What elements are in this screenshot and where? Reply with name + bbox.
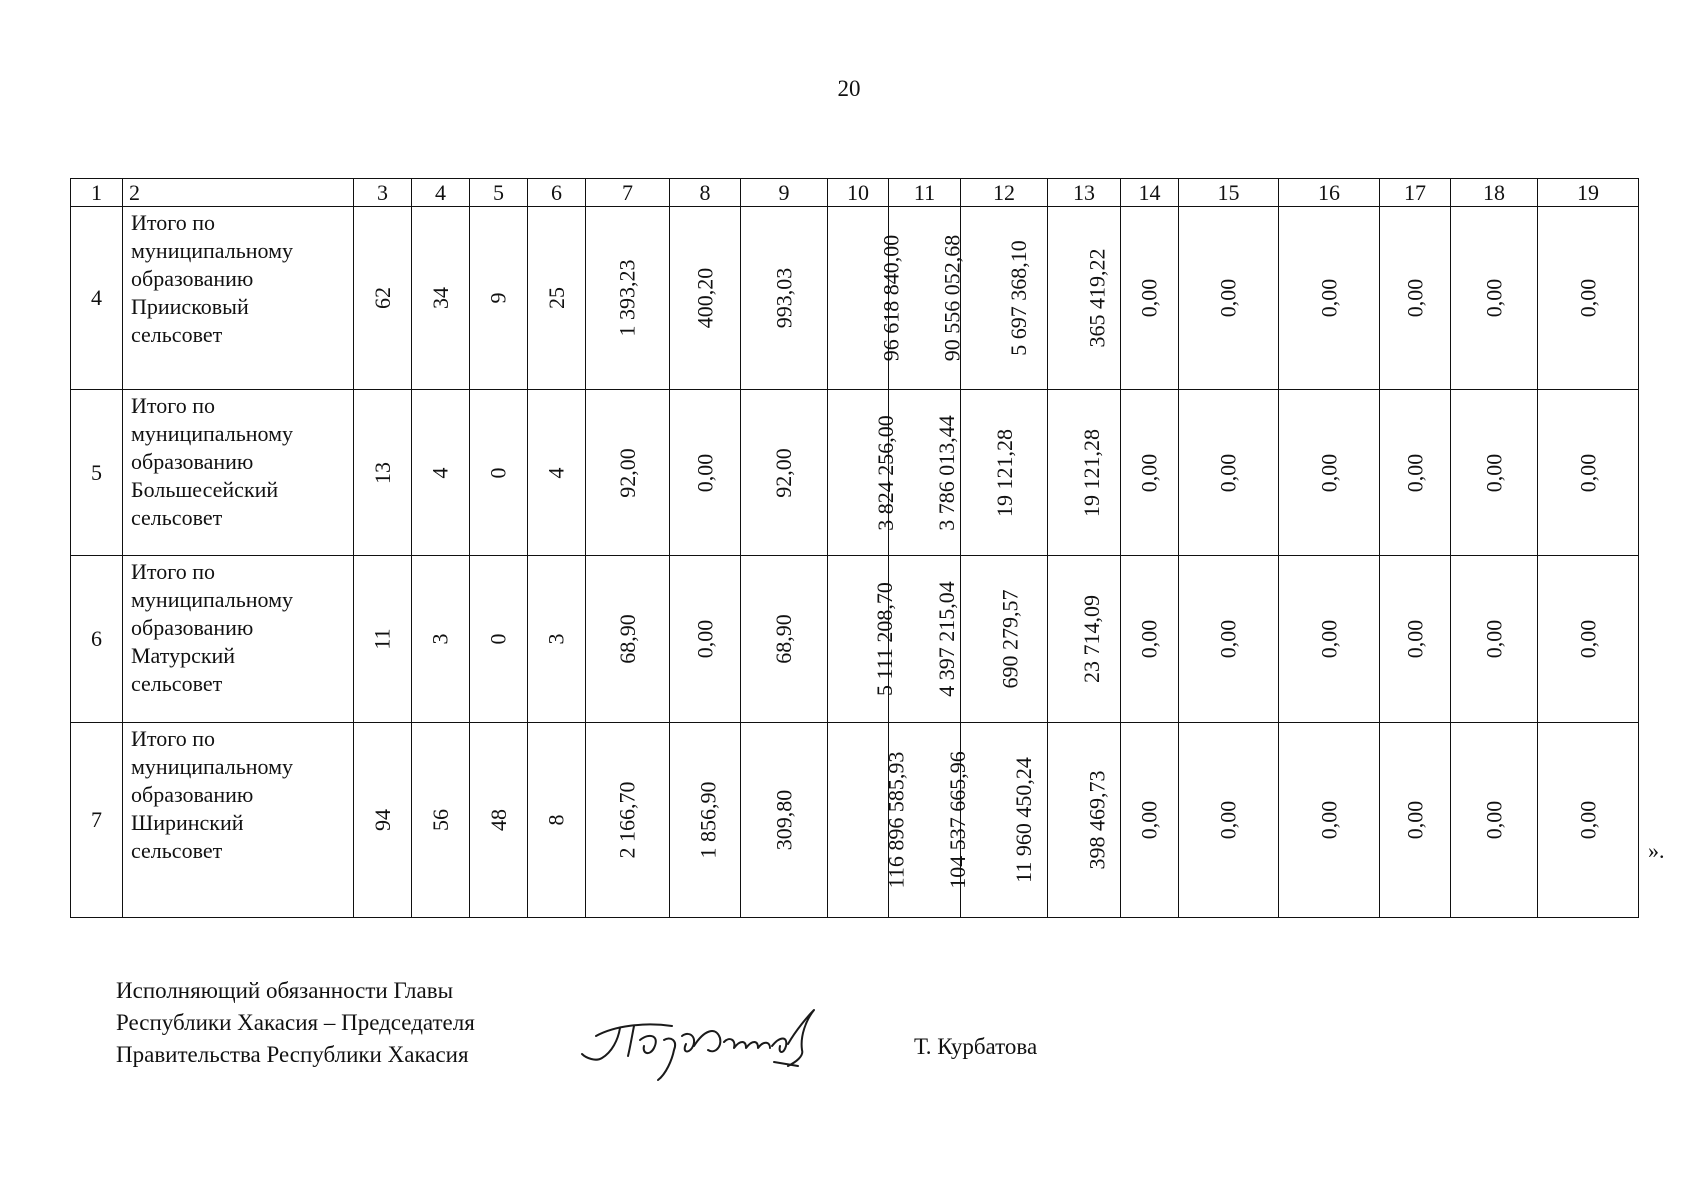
cell-value: 48 <box>485 809 511 831</box>
cell-value: 9 <box>485 292 511 304</box>
table-cell <box>828 723 909 918</box>
cell-value: 0,00 <box>1402 800 1427 840</box>
table-cell <box>889 556 961 723</box>
table-cell <box>1538 390 1639 556</box>
column-number: 10 <box>828 179 889 207</box>
cell-value: 0,00 <box>1481 453 1506 492</box>
cell-value: 0,00 <box>1575 278 1600 318</box>
table-cell <box>1048 723 1121 918</box>
table-cell <box>412 723 470 918</box>
municipality-name-line: сельсовет <box>131 671 223 696</box>
table-cell <box>354 390 412 556</box>
column-number: 19 <box>1538 179 1639 207</box>
cell-value: 1 393,23 <box>614 259 640 337</box>
cell-value: 0,00 <box>1316 619 1341 659</box>
row-number: 4 <box>71 207 123 390</box>
row-number: 6 <box>71 556 123 723</box>
table-cell <box>528 723 586 918</box>
municipality-name-line: Итого по <box>131 559 215 584</box>
table-cell <box>1179 390 1279 556</box>
signer-name: Т. Курбатова <box>914 1034 1038 1059</box>
table-cell <box>741 723 828 918</box>
table-cell <box>961 390 1048 556</box>
table-cell <box>828 556 897 723</box>
cell-value: 3 786 013,44 <box>933 414 959 531</box>
table-cell <box>1048 556 1121 723</box>
signatory-position <box>116 975 475 1071</box>
cell-value: 68,90 <box>614 614 640 664</box>
cell-value: 96 618 840,00 <box>878 234 904 362</box>
cell-value: 13 <box>369 461 395 484</box>
table-cell <box>741 556 828 723</box>
column-number: 3 <box>354 179 412 207</box>
table-cell <box>670 556 741 723</box>
cell-value: 400,20 <box>692 267 717 329</box>
table-cell <box>1179 723 1279 918</box>
column-number: 2 <box>123 179 354 207</box>
table-cell <box>1121 723 1179 918</box>
municipality-name-line: сельсовет <box>131 322 223 347</box>
table-cell <box>1048 207 1121 390</box>
cell-value: 2 166,70 <box>614 781 640 859</box>
column-number: 14 <box>1121 179 1179 207</box>
column-number-row <box>71 179 1639 207</box>
municipality-name-line: Большесейский <box>131 477 279 502</box>
cell-value: 3 <box>543 633 569 645</box>
municipality-name-line: Приисковый <box>131 294 249 319</box>
cell-value: 365 419,22 <box>1084 248 1110 348</box>
table-cell <box>961 556 1048 723</box>
table-cell <box>354 556 412 723</box>
municipality-name-line: Итого по <box>131 393 215 418</box>
row-number: 7 <box>71 723 123 918</box>
table-cell <box>1451 207 1538 390</box>
cell-value: 5 111 208,70 <box>871 582 897 696</box>
table-cell <box>354 207 412 390</box>
table-cell <box>470 207 528 390</box>
table-row <box>71 390 1639 556</box>
column-number: 11 <box>889 179 961 207</box>
cell-value: 4 397 215,04 <box>933 581 959 697</box>
cell-value: 4 <box>427 467 453 478</box>
cell-value: 4 <box>543 467 569 478</box>
table-cell <box>961 207 1048 390</box>
table-cell <box>1179 207 1279 390</box>
cell-value: 5 697 368,10 <box>1005 240 1031 356</box>
municipality-name <box>123 207 354 390</box>
cell-value: 0,00 <box>692 453 717 492</box>
cell-value: 56 <box>427 809 453 831</box>
signatory-position-line-2: Республики Хакасия – Председателя <box>116 1010 475 1035</box>
cell-value: 94 <box>369 809 395 831</box>
table-cell <box>412 556 470 723</box>
cell-value: 104 537 665,96 <box>944 751 970 889</box>
cell-value: 0,00 <box>1575 453 1600 492</box>
cell-value: 0,00 <box>1136 800 1162 840</box>
cell-value: 25 <box>543 287 569 309</box>
table-cell <box>586 207 670 390</box>
table-cell <box>1279 390 1380 556</box>
cell-value: 0,00 <box>1402 619 1427 659</box>
cell-value: 90 556 052,68 <box>939 234 965 362</box>
cell-value: 0 <box>485 467 511 478</box>
table-cell <box>828 390 898 556</box>
cell-value: 0,00 <box>1215 453 1241 492</box>
table-cell <box>1048 390 1121 556</box>
table-cell <box>1538 556 1639 723</box>
cell-value: 116 896 585,93 <box>883 751 909 889</box>
table-cell <box>1538 723 1639 918</box>
table-cell <box>1121 556 1179 723</box>
table-cell <box>1451 723 1538 918</box>
cell-value: 0,00 <box>1136 619 1162 659</box>
column-number: 15 <box>1179 179 1279 207</box>
municipality-name <box>123 556 354 723</box>
data-table <box>70 178 1639 918</box>
table-cell <box>1380 556 1451 723</box>
handwritten-signature <box>574 996 834 1086</box>
table-cell <box>1380 207 1451 390</box>
table-cell <box>741 390 828 556</box>
table-cell <box>1179 556 1279 723</box>
cell-value: 0,00 <box>1215 619 1241 659</box>
cell-value: 11 <box>369 628 395 650</box>
table-cell <box>528 390 586 556</box>
cell-value: 34 <box>427 287 453 309</box>
table-cell <box>412 390 470 556</box>
table-cell <box>1451 556 1538 723</box>
cell-value: 68,90 <box>771 614 796 664</box>
table-cell <box>670 207 741 390</box>
table-cell <box>1380 390 1451 556</box>
cell-value: 0,00 <box>692 619 717 659</box>
table-cell <box>470 556 528 723</box>
municipality-name <box>123 723 354 918</box>
cell-value: 0,00 <box>1481 800 1506 840</box>
table-cell <box>528 556 586 723</box>
municipality-name-line: сельсовет <box>131 838 223 863</box>
table-cell <box>889 390 961 556</box>
municipality-name-line: Ширинский <box>131 810 244 835</box>
table-row <box>71 207 1639 390</box>
table-cell <box>586 723 670 918</box>
table-cell <box>1279 723 1380 918</box>
column-number: 17 <box>1380 179 1451 207</box>
page-number: 20 <box>837 76 861 101</box>
cell-value: 0,00 <box>1402 453 1427 492</box>
cell-value: 62 <box>369 287 395 309</box>
table-cell <box>828 207 904 390</box>
column-number: 1 <box>71 179 123 207</box>
municipality-name-line: Итого по <box>131 726 215 751</box>
table-cell <box>741 207 828 390</box>
cell-value: 3 824 256,00 <box>872 414 898 531</box>
municipality-name-line: муниципальному <box>131 754 294 779</box>
column-number: 8 <box>670 179 741 207</box>
cell-value: 1 856,90 <box>695 781 721 859</box>
cell-value: 0,00 <box>1215 800 1241 840</box>
cell-value: 309,80 <box>771 789 796 851</box>
table-cell <box>586 556 670 723</box>
cell-value: 0,00 <box>1575 800 1600 840</box>
column-number: 13 <box>1048 179 1121 207</box>
table-cell <box>470 390 528 556</box>
column-number: 16 <box>1279 179 1380 207</box>
cell-value: 0,00 <box>1316 800 1341 840</box>
table-cell <box>961 723 1048 918</box>
table-cell <box>470 723 528 918</box>
table-cell <box>354 723 412 918</box>
table-cell <box>1121 390 1179 556</box>
cell-value: 92,00 <box>614 447 640 498</box>
cell-value: 690 279,57 <box>997 589 1023 689</box>
municipality-name-line: образованию <box>131 615 254 640</box>
municipality-name-line: муниципальному <box>131 421 294 446</box>
table-cell <box>1279 556 1380 723</box>
cell-value: 0,00 <box>1215 278 1241 318</box>
municipality-name-line: Матурский <box>131 643 236 668</box>
cell-value: 993,03 <box>771 267 796 329</box>
table-cell <box>1451 390 1538 556</box>
cell-value: 0,00 <box>1402 278 1427 318</box>
municipality-name-line: образованию <box>131 782 254 807</box>
table-row <box>71 723 1639 918</box>
municipality-name-line: муниципальному <box>131 587 294 612</box>
cell-value: 19 121,28 <box>992 428 1017 517</box>
cell-value: 0,00 <box>1481 619 1506 659</box>
row-number: 5 <box>71 390 123 556</box>
column-number: 18 <box>1451 179 1538 207</box>
cell-value: 0,00 <box>1575 619 1600 659</box>
column-number: 5 <box>470 179 528 207</box>
table-cell <box>586 390 670 556</box>
column-number: 12 <box>961 179 1048 207</box>
cell-value: 0,00 <box>1481 278 1506 318</box>
municipality-name-line: Итого по <box>131 210 215 235</box>
cell-value: 398 469,73 <box>1084 770 1110 870</box>
municipality-name-line: сельсовет <box>131 505 223 530</box>
signatory-position-line-1: Исполняющий обязанности Главы <box>116 978 454 1003</box>
municipality-name <box>123 390 354 556</box>
closing-quote: ». <box>1648 838 1665 863</box>
cell-value: 0,00 <box>1136 453 1162 492</box>
cell-value: 0 <box>485 633 511 645</box>
column-number: 6 <box>528 179 586 207</box>
cell-value: 0,00 <box>1136 278 1162 318</box>
table-cell <box>1380 723 1451 918</box>
table-row <box>71 556 1639 723</box>
cell-value: 0,00 <box>1316 453 1341 492</box>
municipality-name-line: муниципальному <box>131 238 294 263</box>
cell-value: 23 714,09 <box>1079 595 1104 683</box>
signatory-position-line-3: Правительства Республики Хакасия <box>116 1042 469 1067</box>
column-number: 4 <box>412 179 470 207</box>
cell-value: 3 <box>427 633 453 645</box>
table-cell <box>528 207 586 390</box>
column-number: 9 <box>741 179 828 207</box>
cell-value: 92,00 <box>771 447 796 498</box>
cell-value: 19 121,28 <box>1079 428 1104 517</box>
column-number: 7 <box>586 179 670 207</box>
municipality-name-line: образованию <box>131 449 254 474</box>
table-cell <box>1538 207 1639 390</box>
cell-value: 8 <box>543 814 569 826</box>
table-cell <box>1121 207 1179 390</box>
cell-value: 0,00 <box>1316 278 1341 318</box>
table-cell <box>670 390 741 556</box>
municipality-name-line: образованию <box>131 266 254 291</box>
table-cell <box>1279 207 1380 390</box>
cell-value: 11 960 450,24 <box>1010 757 1036 883</box>
table-cell <box>670 723 741 918</box>
table-cell <box>412 207 470 390</box>
